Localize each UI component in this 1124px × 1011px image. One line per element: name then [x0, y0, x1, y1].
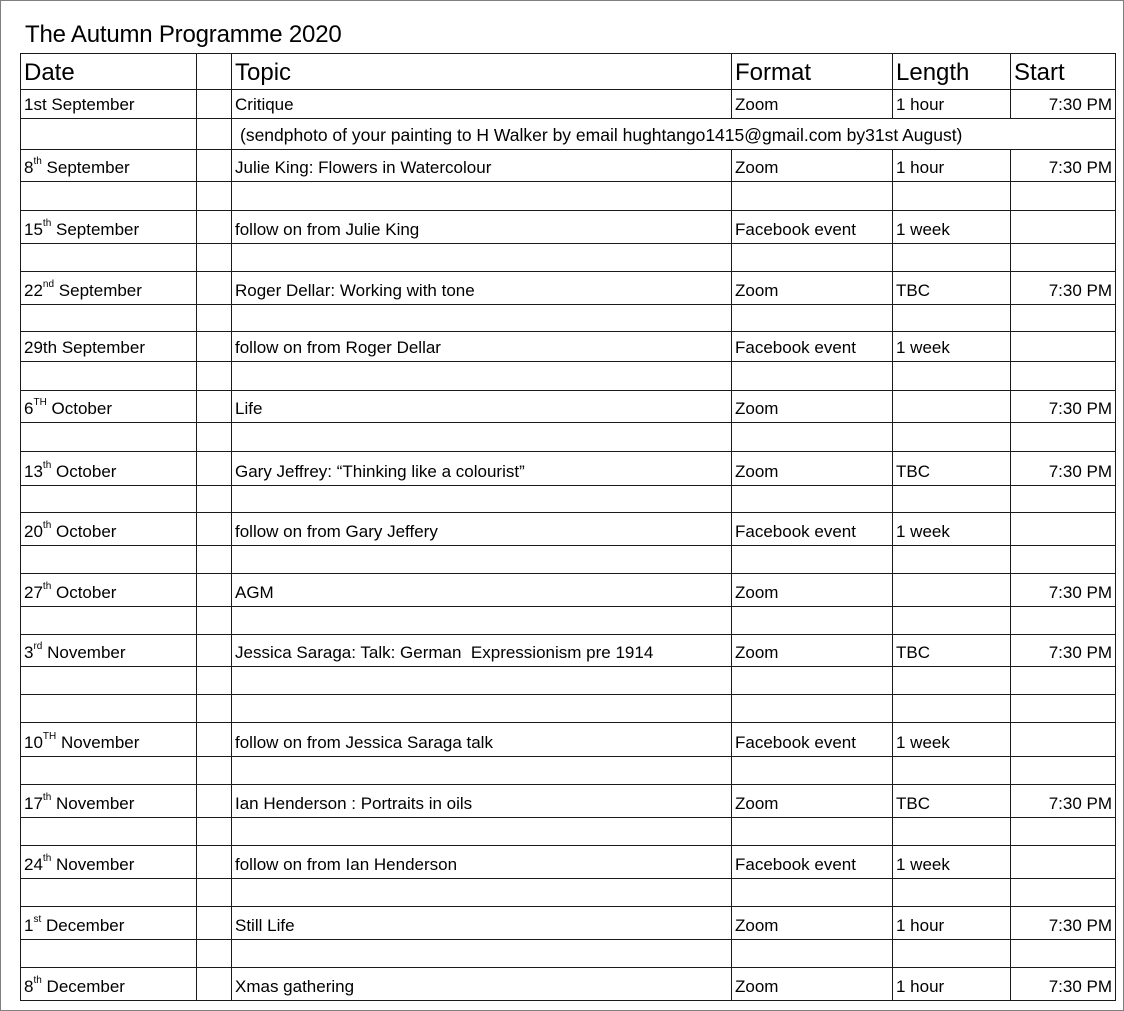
topic-cell: Life — [232, 391, 732, 423]
spacer-row — [21, 818, 1116, 846]
empty-cell — [21, 757, 197, 785]
empty-cell — [732, 182, 893, 211]
header-date: Date — [21, 54, 197, 90]
topic-cell: Roger Dellar: Working with tone — [232, 272, 732, 305]
length-cell: TBC — [893, 635, 1011, 667]
start-cell: 7:30 PM — [1011, 150, 1116, 182]
spacer-row — [21, 182, 1116, 211]
empty-cell — [732, 940, 893, 968]
empty-cell — [732, 546, 893, 574]
spacer-row — [21, 486, 1116, 513]
spacer-row — [21, 940, 1116, 968]
empty-cell — [21, 362, 197, 391]
start-cell: 7:30 PM — [1011, 907, 1116, 940]
table-row — [21, 90, 1116, 119]
empty-cell — [732, 486, 893, 513]
empty-cell — [197, 667, 232, 695]
date-month: September — [46, 95, 135, 114]
date-day: 1 — [24, 916, 34, 935]
spacer-row — [21, 667, 1116, 695]
date-month: November — [51, 794, 135, 813]
empty-cell — [197, 332, 232, 362]
topic-cell: follow on from Gary Jeffery — [232, 513, 732, 546]
date-ordinal: TH — [33, 397, 47, 409]
format-cell: Zoom — [732, 968, 893, 1001]
empty-cell — [893, 695, 1011, 723]
topic-cell: follow on from Julie King — [232, 211, 732, 244]
programme-table — [20, 53, 1116, 1001]
date-month: September — [54, 281, 142, 300]
empty-cell — [1011, 305, 1116, 332]
empty-cell — [1011, 879, 1116, 907]
empty-cell — [197, 695, 232, 723]
empty-cell — [893, 757, 1011, 785]
start-cell: 7:30 PM — [1011, 391, 1116, 423]
empty-cell — [197, 607, 232, 635]
empty-cell — [732, 607, 893, 635]
length-cell: 1 hour — [893, 968, 1011, 1001]
topic-cell: AGM — [232, 574, 732, 607]
empty-cell — [197, 968, 232, 1001]
table-row — [21, 150, 1116, 182]
start-cell: 7:30 PM — [1011, 452, 1116, 486]
format-cell: Facebook event — [732, 332, 893, 362]
page-title: The Autumn Programme 2020 — [25, 21, 342, 48]
format-cell: Facebook event — [732, 513, 893, 546]
empty-cell — [1011, 695, 1116, 723]
empty-cell — [197, 818, 232, 846]
empty-cell — [893, 667, 1011, 695]
spacer-row — [21, 423, 1116, 452]
empty-cell — [732, 305, 893, 332]
date-day: 15 — [24, 220, 43, 239]
empty-cell — [21, 607, 197, 635]
empty-cell — [232, 607, 732, 635]
date-day: 3 — [24, 643, 34, 662]
spacer-row — [21, 546, 1116, 574]
empty-cell — [197, 513, 232, 546]
date-ordinal: rd — [33, 641, 43, 653]
header-blank — [197, 54, 232, 90]
empty-cell — [893, 607, 1011, 635]
empty-cell — [893, 244, 1011, 272]
empty-cell — [197, 546, 232, 574]
empty-cell — [197, 635, 232, 667]
empty-cell — [197, 244, 232, 272]
length-cell: 1 week — [893, 723, 1011, 757]
empty-cell — [21, 695, 197, 723]
date-month: October — [51, 583, 117, 602]
empty-cell — [197, 305, 232, 332]
format-cell: Facebook event — [732, 211, 893, 244]
header-length: Length — [893, 54, 1011, 90]
date-cell — [21, 846, 197, 879]
date-month: October — [51, 462, 117, 481]
length-cell — [893, 574, 1011, 607]
empty-cell — [197, 723, 232, 757]
empty-cell — [1011, 757, 1116, 785]
empty-cell — [21, 244, 197, 272]
date-day: 22 — [24, 281, 43, 300]
topic-cell: follow on from Jessica Saraga talk — [232, 723, 732, 757]
empty-cell — [197, 757, 232, 785]
date-day: 10 — [24, 733, 43, 752]
empty-cell — [232, 667, 732, 695]
empty-cell — [893, 486, 1011, 513]
topic-cell: Xmas gathering — [232, 968, 732, 1001]
empty-cell — [232, 818, 732, 846]
start-cell — [1011, 211, 1116, 244]
empty-cell — [232, 305, 732, 332]
empty-cell — [893, 182, 1011, 211]
date-month: December — [41, 916, 125, 935]
empty-cell — [232, 423, 732, 452]
empty-cell — [732, 818, 893, 846]
note-row — [21, 119, 1116, 150]
spacer-row — [21, 607, 1116, 635]
empty-cell — [197, 907, 232, 940]
date-month: November — [42, 643, 126, 662]
start-cell — [1011, 723, 1116, 757]
spacer-row — [21, 695, 1116, 723]
date-month: December — [41, 977, 125, 996]
table-row — [21, 785, 1116, 818]
date-cell — [21, 513, 197, 546]
length-cell: 1 hour — [893, 907, 1011, 940]
length-cell: 1 week — [893, 846, 1011, 879]
format-cell: Facebook event — [732, 846, 893, 879]
format-cell: Zoom — [732, 907, 893, 940]
empty-cell — [732, 423, 893, 452]
empty-cell — [197, 574, 232, 607]
length-cell — [893, 391, 1011, 423]
empty-cell — [197, 846, 232, 879]
length-cell: TBC — [893, 785, 1011, 818]
date-month: September — [41, 158, 130, 177]
empty-cell — [21, 879, 197, 907]
date-cell — [21, 272, 197, 305]
empty-cell — [232, 486, 732, 513]
date-ordinal: th — [42, 853, 52, 865]
empty-cell — [232, 244, 732, 272]
table-row — [21, 635, 1116, 667]
empty-cell — [732, 757, 893, 785]
table-row — [21, 211, 1116, 244]
length-cell: 1 week — [893, 211, 1011, 244]
length-cell: TBC — [893, 452, 1011, 486]
date-ordinal: th — [42, 218, 52, 230]
table-row — [21, 272, 1116, 305]
empty-cell — [1011, 667, 1116, 695]
header-format: Format — [732, 54, 893, 90]
empty-cell — [1011, 607, 1116, 635]
date-ordinal: TH — [42, 731, 57, 743]
start-cell: 7:30 PM — [1011, 785, 1116, 818]
table-row — [21, 574, 1116, 607]
start-cell: 7:30 PM — [1011, 574, 1116, 607]
empty-cell — [893, 423, 1011, 452]
header-start: Start — [1011, 54, 1116, 90]
date-cell — [21, 150, 197, 182]
topic-cell: Critique — [232, 90, 732, 119]
format-cell: Facebook event — [732, 723, 893, 757]
date-cell — [21, 211, 197, 244]
empty-cell — [21, 667, 197, 695]
date-ordinal: th — [42, 581, 52, 593]
spacer-row — [21, 305, 1116, 332]
header-topic: Topic — [232, 54, 732, 90]
date-ordinal: th — [42, 520, 52, 532]
empty-cell — [732, 667, 893, 695]
empty-cell — [1011, 182, 1116, 211]
empty-cell — [197, 486, 232, 513]
empty-cell — [197, 785, 232, 818]
table-row — [21, 907, 1116, 940]
empty-cell — [893, 879, 1011, 907]
empty-cell — [1011, 244, 1116, 272]
date-day: 8 — [24, 977, 34, 996]
date-cell — [21, 452, 197, 486]
length-cell: 1 hour — [893, 90, 1011, 119]
format-cell: Zoom — [732, 391, 893, 423]
empty-cell — [893, 362, 1011, 391]
submission-note: (sendphoto of your painting to H Walker by email hughtango1415@gmail.com by31st August) — [232, 119, 1116, 150]
topic-cell: follow on from Ian Henderson — [232, 846, 732, 879]
format-cell: Zoom — [732, 635, 893, 667]
length-cell: 1 hour — [893, 150, 1011, 182]
start-cell: 7:30 PM — [1011, 635, 1116, 667]
date-month: November — [56, 733, 140, 752]
date-ordinal: th — [33, 156, 42, 168]
table-row — [21, 846, 1116, 879]
empty-cell — [197, 211, 232, 244]
empty-cell — [197, 940, 232, 968]
spacer-row — [21, 244, 1116, 272]
empty-cell — [232, 182, 732, 211]
spacer-row — [21, 757, 1116, 785]
start-cell: 7:30 PM — [1011, 90, 1116, 119]
empty-cell — [1011, 818, 1116, 846]
date-day: 8 — [24, 158, 34, 177]
empty-cell — [197, 150, 232, 182]
empty-cell — [232, 695, 732, 723]
date-ordinal: th — [33, 975, 42, 987]
empty-cell — [893, 546, 1011, 574]
date-day: 17 — [24, 794, 43, 813]
spacer-row — [21, 879, 1116, 907]
format-cell: Zoom — [732, 574, 893, 607]
empty-cell — [197, 879, 232, 907]
date-day: 29th — [24, 338, 58, 357]
date-day: 6 — [24, 399, 34, 418]
empty-cell — [197, 391, 232, 423]
date-ordinal: th — [42, 792, 52, 804]
date-month: November — [51, 855, 135, 874]
empty-cell — [197, 182, 232, 211]
empty-cell — [197, 272, 232, 305]
empty-cell — [197, 452, 232, 486]
start-cell — [1011, 513, 1116, 546]
topic-cell: follow on from Roger Dellar — [232, 332, 732, 362]
empty-cell — [197, 362, 232, 391]
empty-cell — [21, 423, 197, 452]
empty-cell — [893, 305, 1011, 332]
empty-cell — [1011, 423, 1116, 452]
empty-cell — [232, 879, 732, 907]
date-month: September — [57, 338, 145, 357]
empty-cell — [732, 244, 893, 272]
empty-cell — [232, 546, 732, 574]
empty-cell — [1011, 940, 1116, 968]
format-cell: Zoom — [732, 150, 893, 182]
empty-cell — [21, 486, 197, 513]
table-row — [21, 452, 1116, 486]
date-day: 1st — [24, 95, 47, 114]
format-cell: Zoom — [732, 272, 893, 305]
header-row — [21, 54, 1116, 90]
topic-cell: Still Life — [232, 907, 732, 940]
topic-cell: Julie King: Flowers in Watercolour — [232, 150, 732, 182]
empty-cell — [1011, 362, 1116, 391]
date-cell — [21, 90, 197, 119]
date-cell — [21, 574, 197, 607]
date-cell — [21, 332, 197, 362]
empty-cell — [232, 940, 732, 968]
table-row — [21, 723, 1116, 757]
date-month: September — [51, 220, 140, 239]
date-month: October — [46, 399, 113, 418]
empty-cell — [1011, 546, 1116, 574]
start-cell — [1011, 846, 1116, 879]
format-cell: Zoom — [732, 90, 893, 119]
topic-cell: Jessica Saraga: Talk: German Expressionism pre 1914 — [232, 635, 732, 667]
date-cell — [21, 907, 197, 940]
empty-cell — [732, 879, 893, 907]
spacer-row — [21, 362, 1116, 391]
start-cell — [1011, 332, 1116, 362]
date-cell — [21, 785, 197, 818]
empty-cell — [197, 90, 232, 119]
format-cell: Zoom — [732, 452, 893, 486]
date-day: 20 — [24, 522, 43, 541]
empty-cell — [21, 818, 197, 846]
empty-cell — [732, 695, 893, 723]
date-day: 24 — [24, 855, 43, 874]
date-cell — [21, 391, 197, 423]
date-cell — [21, 635, 197, 667]
length-cell: 1 week — [893, 513, 1011, 546]
length-cell: 1 week — [893, 332, 1011, 362]
date-cell — [21, 723, 197, 757]
empty-cell — [893, 818, 1011, 846]
date-day: 27 — [24, 583, 43, 602]
table-row — [21, 332, 1116, 362]
empty-cell — [232, 757, 732, 785]
table-row — [21, 968, 1116, 1001]
empty-cell — [21, 305, 197, 332]
topic-cell: Gary Jeffrey: “Thinking like a colourist” — [232, 452, 732, 486]
date-ordinal: st — [33, 914, 42, 926]
start-cell: 7:30 PM — [1011, 272, 1116, 305]
empty-cell — [1011, 486, 1116, 513]
empty-cell — [21, 182, 197, 211]
date-ordinal: nd — [42, 279, 55, 291]
date-month: October — [51, 522, 117, 541]
length-cell: TBC — [893, 272, 1011, 305]
empty-cell — [232, 362, 732, 391]
date-day: 13 — [24, 462, 43, 481]
empty-cell — [197, 119, 232, 150]
empty-cell — [732, 362, 893, 391]
start-cell: 7:30 PM — [1011, 968, 1116, 1001]
date-cell — [21, 968, 197, 1001]
empty-cell — [197, 423, 232, 452]
empty-cell — [893, 940, 1011, 968]
table-row — [21, 513, 1116, 546]
empty-cell — [21, 940, 197, 968]
date-ordinal: th — [42, 460, 52, 472]
table-row — [21, 391, 1116, 423]
format-cell: Zoom — [732, 785, 893, 818]
topic-cell: Ian Henderson : Portraits in oils — [232, 785, 732, 818]
empty-cell — [21, 546, 197, 574]
empty-cell — [21, 119, 197, 150]
